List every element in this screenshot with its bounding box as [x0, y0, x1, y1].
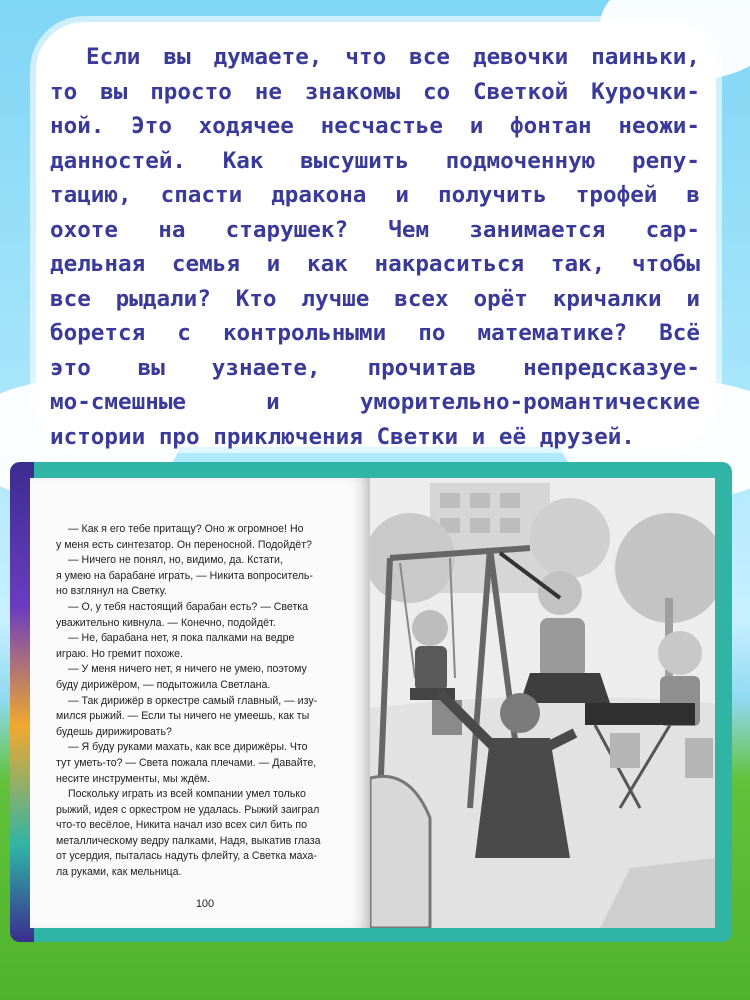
book-line: что-то весёлое, Никита начал изо всех сил бить по — [56, 819, 307, 832]
blurb-line: истории про приключения Светки и её друзей. — [50, 423, 635, 450]
book-line: Поскольку играть из всей компании умел только — [68, 788, 306, 801]
blurb-line: то вы просто не знакомы со Светкой Курочки- — [50, 78, 700, 105]
blurb-line: это вы узнаете, прочитав непредсказуе- — [50, 354, 700, 381]
book-line: — Не, барабана нет, я пока палками на ведре — [68, 632, 295, 645]
blurb-line: дельная семья и как накраситься так, чтобы — [50, 251, 700, 277]
book-line: — Ничего не понял, но, видимо, да. Кстати, — [68, 554, 283, 567]
blurb-line: данностей. Как высушить подмоченную репу- — [50, 147, 700, 174]
book-line: — Как я его тебе притащу? Оно ж огромное! Но — [68, 523, 304, 535]
book-line: уважительно кивнула. — Конечно, подойдёт. — [56, 616, 276, 629]
book-line: от усердия, пыталась надуть флейту, а Светка маха- — [56, 850, 317, 863]
book-line: — Так дирижёр в оркестре самый главный, — изу- — [68, 694, 318, 707]
book-line: я умею на барабане играть, — Никита вопроситель- — [56, 569, 313, 582]
book-page-text — [56, 522, 346, 881]
book-line: рыжий, идея с оркестром не удалась. Рыжий заиграл — [56, 803, 320, 816]
book-line: — У меня ничего нет, я ничего не умею, поэтому — [68, 663, 307, 676]
blurb-line: все рыдали? Кто лучше всех орёт кричалки и — [50, 285, 700, 312]
book-right-page — [370, 478, 715, 928]
book-line: мился рыжий. — Если ты ничего не умеешь, как ты — [56, 710, 310, 723]
book-line: будешь дирижировать? — [56, 725, 172, 738]
blurb-line: борется с контрольными по математике? Всё — [50, 320, 700, 346]
book-line: тут уметь-то? — Света пожала плечами. — Давайте, — [56, 756, 317, 769]
book-line: — О, у тебя настоящий барабан есть? — Светка — [68, 600, 309, 613]
blurb-text — [50, 40, 700, 454]
book-line: несите инструменты, мы ждём. — [56, 772, 210, 785]
blurb-line: тацию, спасти дракона и получить трофей в — [50, 182, 700, 208]
blurb-line: охоте на старушек? Чем занимается сар- — [50, 216, 700, 243]
book-line: металлическому ведру палками, Надя, выкатив глаза — [56, 834, 321, 847]
book-line: у меня есть синтезатор. Он переносной. Подойдёт? — [56, 538, 312, 551]
blurb-line: мо-смешные и уморительно-романтические — [50, 389, 700, 415]
blurb-line: Если вы думаете, что все девочки паиньки, — [86, 44, 700, 70]
playground-illustration — [370, 478, 715, 928]
book-line: — Я буду руками махать, как все дирижёры. Что — [68, 741, 308, 754]
book-line: но взглянул на Светку. — [56, 585, 167, 598]
book-line: играю. Но гремит похоже. — [56, 647, 183, 660]
book-line: ла руками, как мельница. — [56, 866, 182, 879]
book-line: буду дирижёром, — подытожила Светлана. — [56, 678, 271, 691]
page-number: 100 — [195, 898, 215, 910]
blurb-line: ной. Это ходячее несчастье и фонтан неожи- — [50, 113, 700, 139]
